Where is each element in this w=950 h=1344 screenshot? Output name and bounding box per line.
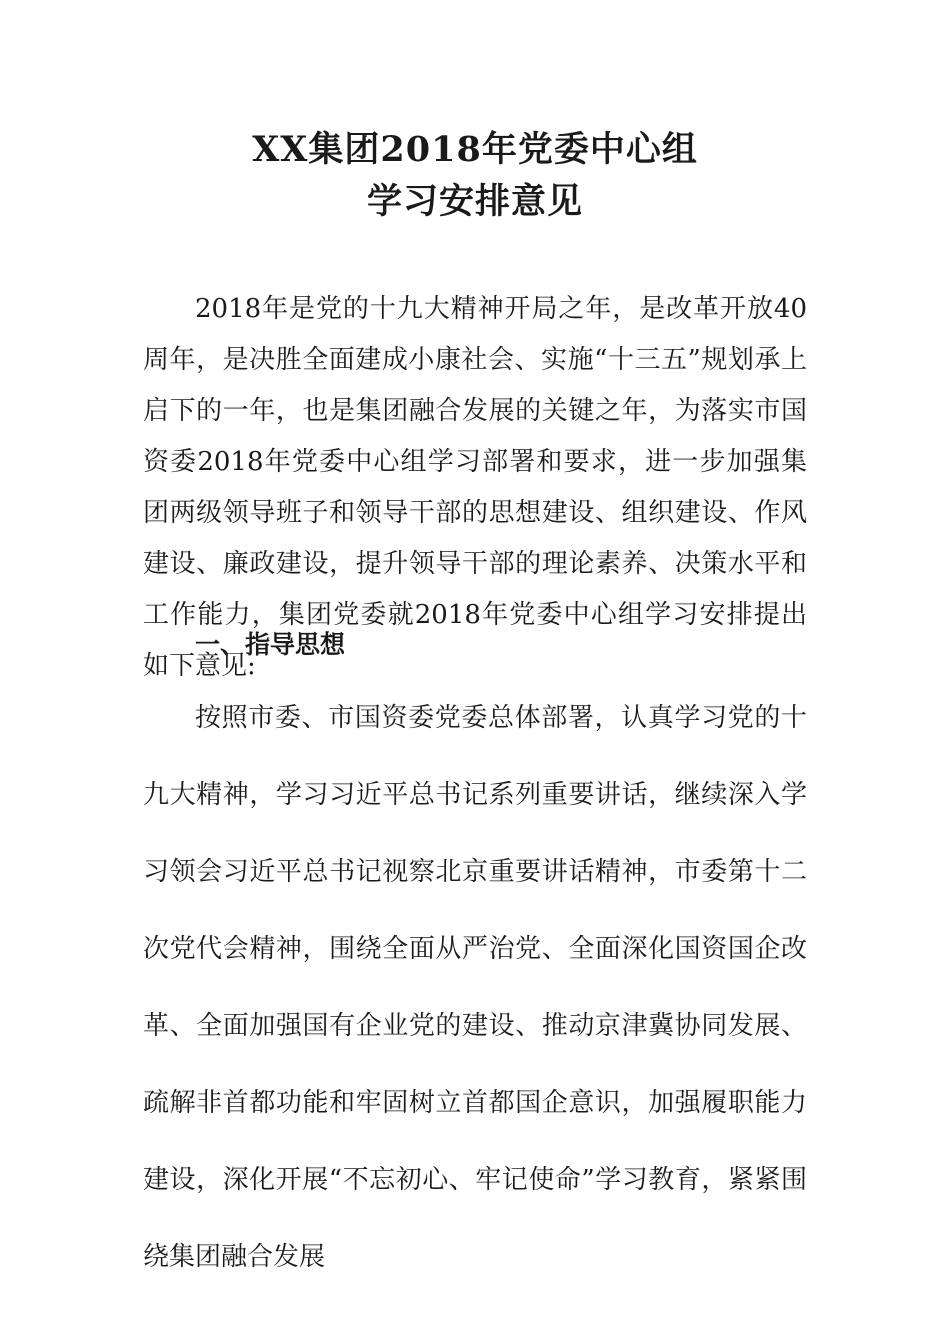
guiding-ideology-paragraph: 按照市委、市国资委党委总体部署，认真学习党的十九大精神，学习习近平总书记系列重要讲话，继续深入学习领会习近平总书记视察北京重要讲话精神，市委第十二次党代会精神，围绕全面从严治党、全面深化国资国企改革、全面加强国有企业党的建设、推动京津冀协同发展、疏解非首都功能和牢固树立首都国企意识，加强履职能力建设，深化开展“不忘初心、牢记使命”学习教育，紧紧围绕集团融合发展 bbox=[143, 703, 807, 1272]
document-title-line-2: 学习安排意见 bbox=[366, 181, 583, 222]
intro-paragraph: 2018年是党的十九大精神开局之年，是改革开放40周年，是决胜全面建成小康社会、实施“十三五”规划承上启下的一年，也是集团融合发展的关键之年，为落实市国资委2018年党委中心组学习部署和要求，进一步加强集团两级领导班子和领导干部的思想建设、组织建设、作风建设、廉政建设，提升领导干部的理论素养、决策水平和工作能力，集团党委就2018年党委中心组学习安排提出如下意见: bbox=[143, 294, 807, 681]
document-title-line-1: XX集团2018年党委中心组 bbox=[252, 129, 698, 170]
section-heading-guiding-ideology: 一、指导思想 bbox=[195, 630, 346, 659]
